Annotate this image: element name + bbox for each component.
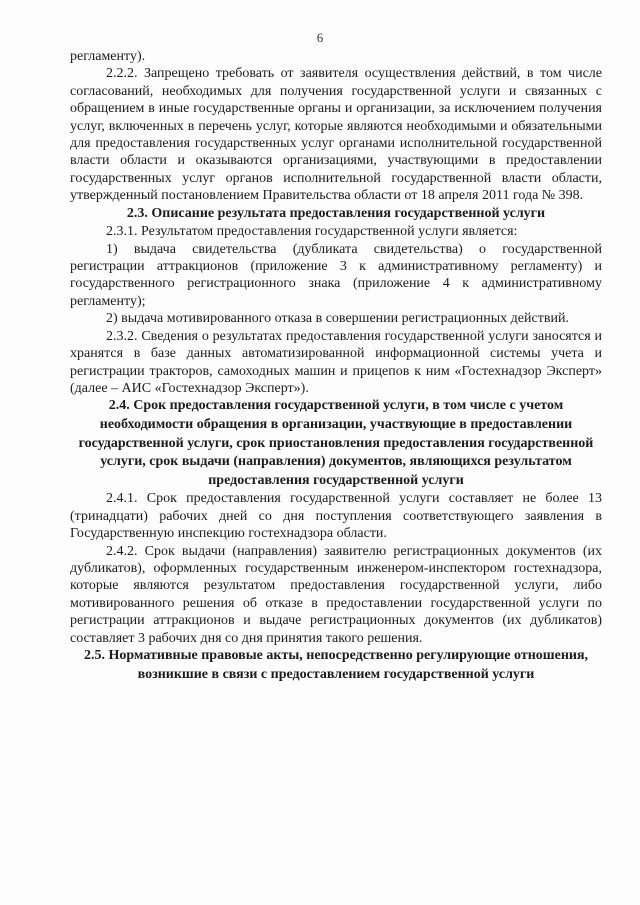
paragraph-2-4-1: 2.4.1. Срок предоставления государственной услуги составляет не более 13 (тринадцати) рабочих дней со дня поступления соответствующего заявления в Государственную инспекцию гостехнадзора области.	[70, 491, 602, 542]
section-title-2-3: 2.3. Описание результата предоставления государственной услуги	[126, 205, 546, 221]
paragraph-2-3-2: 2.3.2. Сведения о результатах предоставления государственной услуги заносятся и хранятся в базе данных автоматизированной информационной системы учета и регистрации тракторов, самоходных машин и прицепов к ним «Гостехнадзор Эксперт» (далее – АИС «Гостехнадзор Эксперт»).	[70, 328, 602, 396]
paragraph-2-3-1: 2.3.1. Результатом предоставления государственной услуги является:	[106, 224, 518, 240]
section-title-2-5: 2.5. Нормативные правовые акты, непосредственно регулирующие отношения, возникшие в связи с предоставлением государственной услуги	[83, 647, 589, 682]
section-title-2-4: 2.4. Срок предоставления государственной услуги, в том числе с учетом необходимости обращения в организации, участвующие в предоставлении государственной услуги, срок приостановления предоставления государственной услуги, срок выдачи (направления) документов, являющихся результатом предоставления государственной услуги	[78, 398, 594, 488]
paragraph-2-2-2: 2.2.2. Запрещено требовать от заявителя осуществления действий, в том числе согласований, необходимых для получения государственной услуги и связанных с обращением в иные государственные органы и организации, за исключением получения услуг, включенных в перечень услуг, которые являются необходимыми и обязательными для предоставления государственных услуг органами исполнительной государственной власти области и оказываются организациями, участвующими в предоставлении государственных услуг органов исполнительной государственной власти области, утвержденный постановлением Правительства области от 18 апреля 2011 года № 398.	[70, 66, 602, 204]
list-item-2: 2) выдача мотивированного отказа в совершении регистрационных действий.	[106, 311, 569, 327]
paragraph-continuation: регламенту).	[70, 49, 146, 64]
list-item-1: 1) выдача свидетельства (дубликата свидетельства) о государственной регистрации аттракционов (приложение 3 к административному регламенту) и государственного регистрационного знака (приложение 4 к административному регламенту);	[70, 241, 602, 309]
page-number: 6	[316, 30, 324, 45]
document-body	[70, 48, 602, 684]
paragraph-2-4-2: 2.4.2. Срок выдачи (направления) заявителю регистрационных документов (их дубликатов), оформленных государственным инженером-инспектором гостехнадзора, которые являются результатом предоставления государственной услуги, либо мотивированного решения об отказе в предоставлении государственной услуги по регистрации аттракционов и выдаче регистрационных документов (их дубликатов) составляет 3 рабочих дня со дня принятия такого решения.	[70, 543, 602, 646]
